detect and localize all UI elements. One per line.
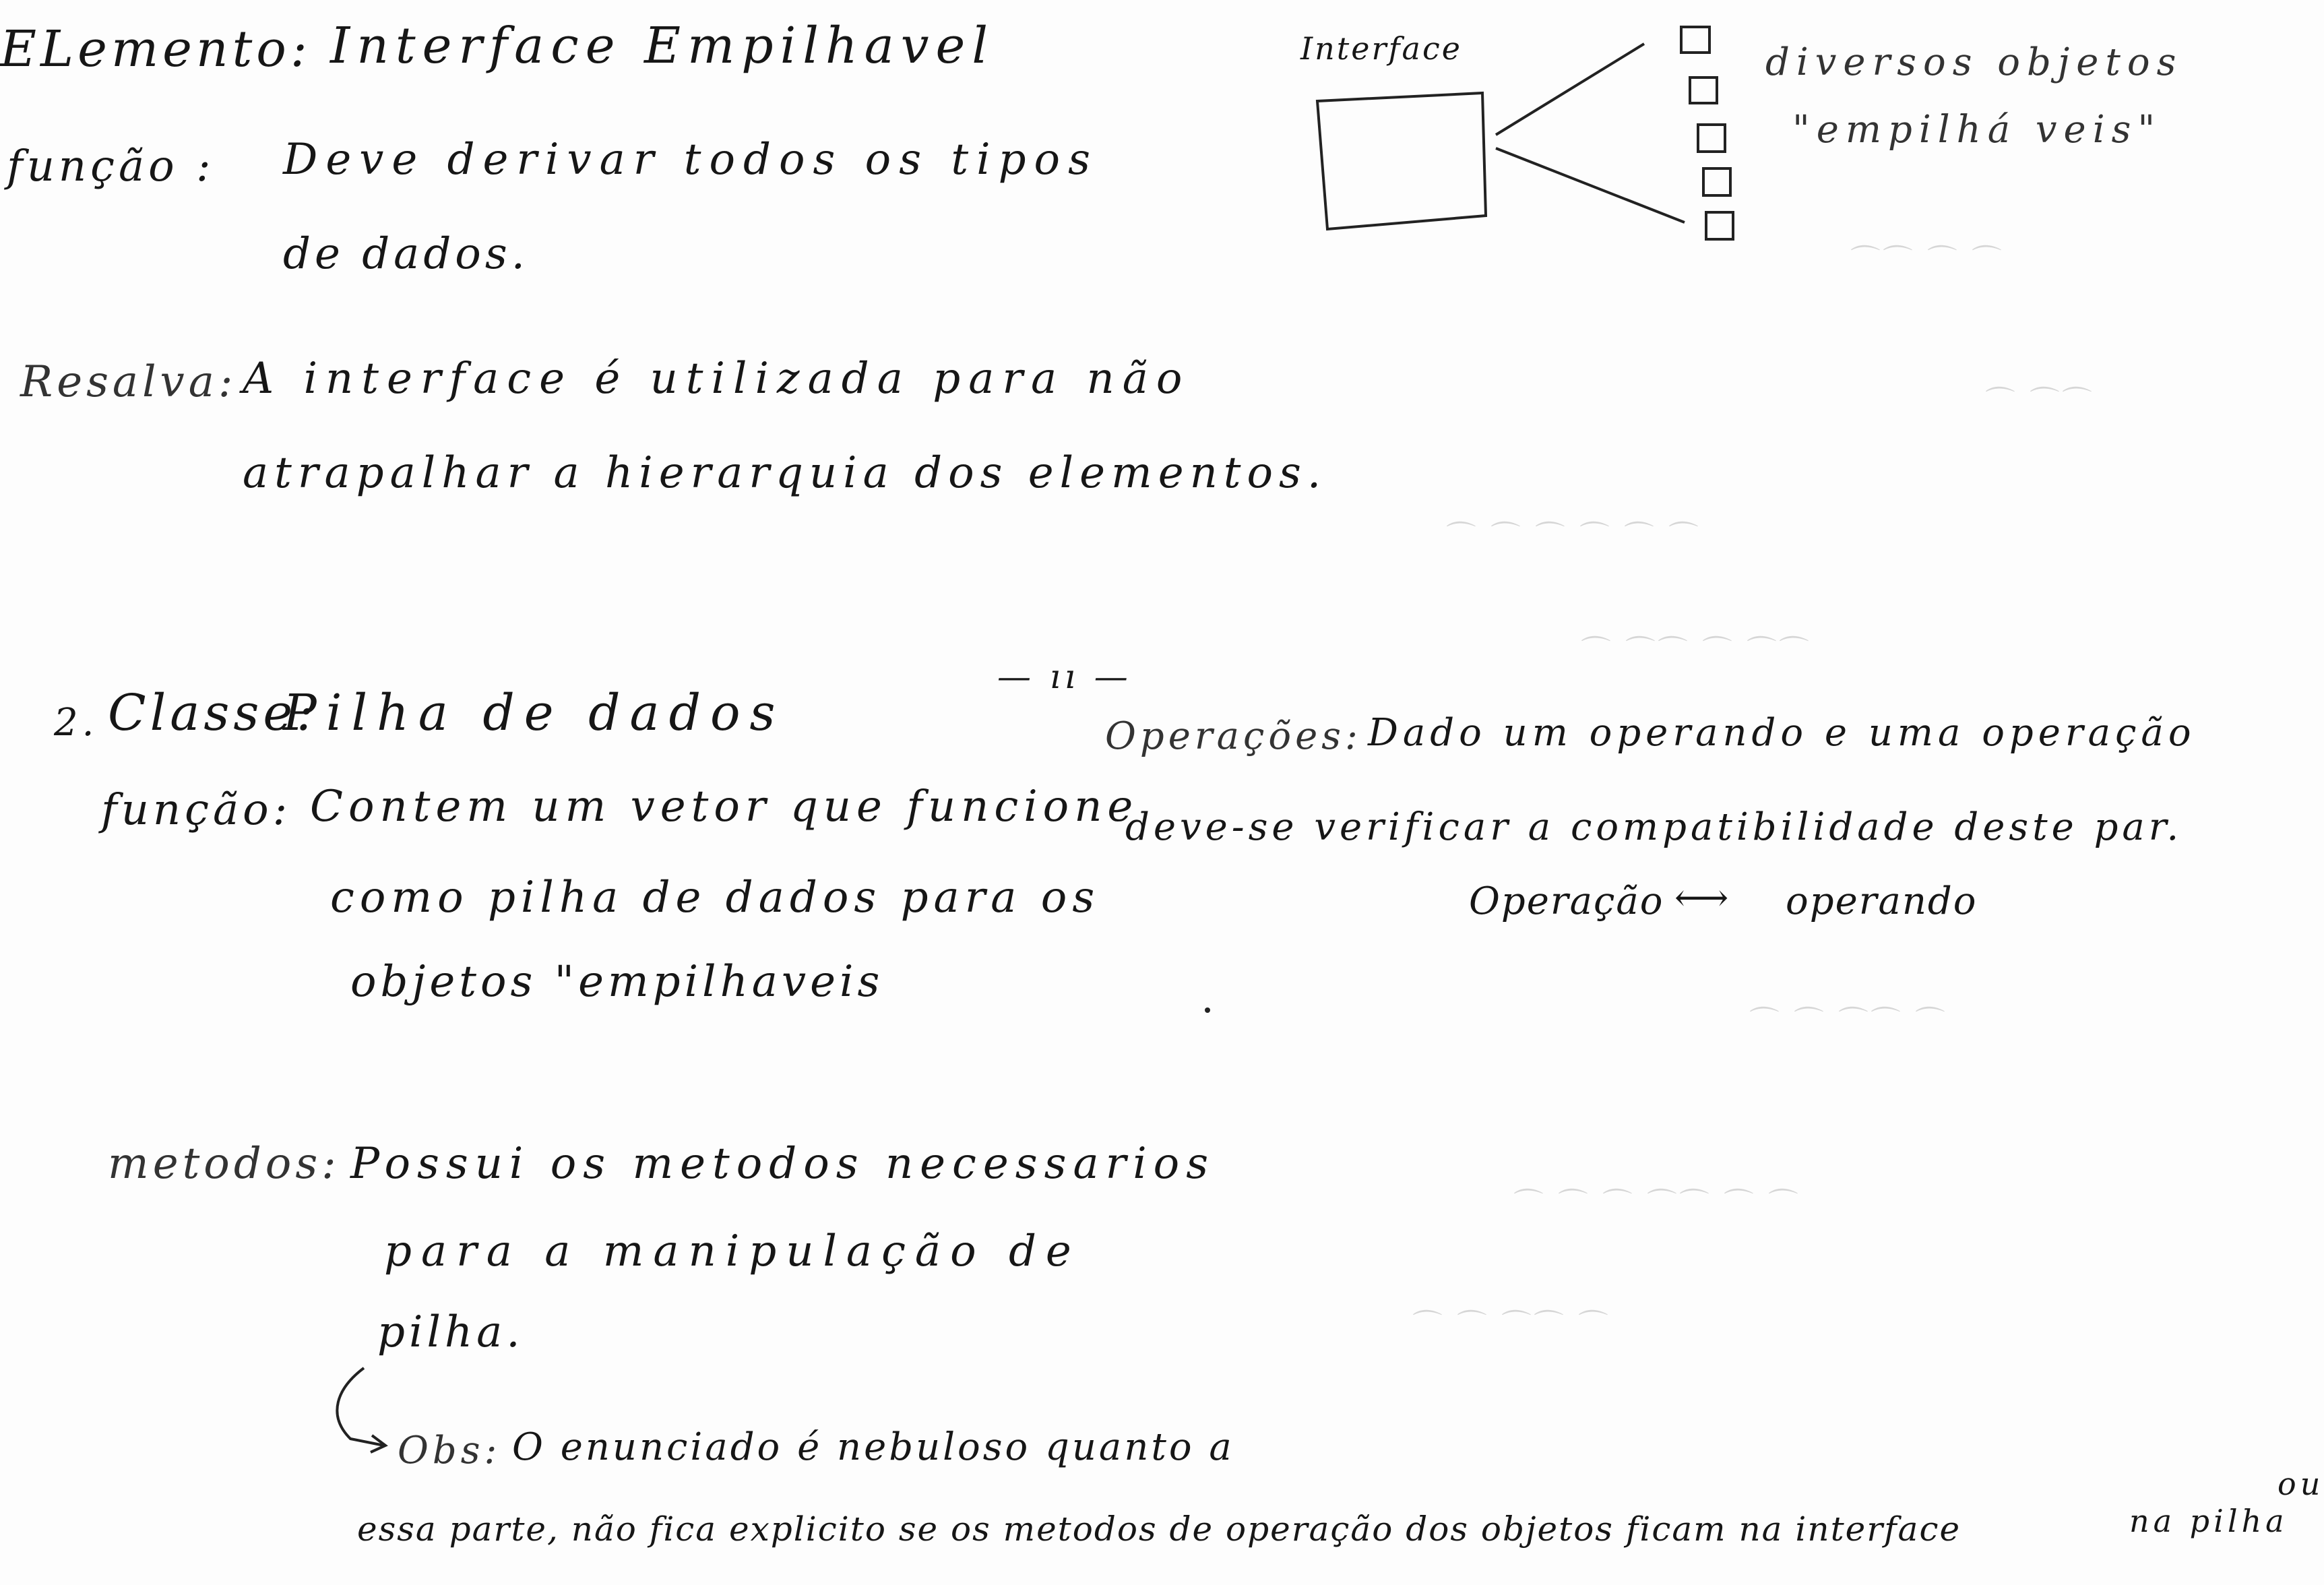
classe-funcao-line-3: objetos "empilhaveis	[350, 957, 884, 1007]
elemento-title: Interface Empilhavel	[330, 17, 995, 75]
funcao-label: função :	[7, 142, 215, 191]
interface-box	[1317, 93, 1486, 229]
ressalva-line-1: A interface é utilizada para não	[243, 354, 1191, 404]
metodos-line-3: pilha.	[377, 1307, 524, 1357]
obs-tail-1: ou	[2278, 1466, 2324, 1502]
object-box	[1681, 27, 1709, 53]
classe-number: 2.	[54, 701, 98, 745]
double-arrow-icon: ⟷	[1674, 876, 1733, 920]
section-separator: — ıı —	[997, 657, 1132, 696]
classe-funcao-line-1: Contem um vetor que funcione	[310, 782, 1139, 832]
classe-label: Classe:	[108, 684, 318, 742]
operacoes-line-2: deve-se verificar a compatibilidade deste par.	[1125, 805, 2183, 849]
connector-line-bottom	[1496, 148, 1685, 222]
obs-line-1: O enunciado é nebuloso quanto a	[512, 1425, 1234, 1469]
classe-funcao-label: função:	[101, 785, 292, 835]
metodos-label: metodos:	[108, 1139, 340, 1189]
bleed-through: ⌒ ⌒⌒ ⌒ ⌒	[1752, 1005, 1950, 1039]
object-box	[1690, 77, 1717, 103]
bleed-through: ⌒ ⌒ ⌒⌒	[1853, 243, 2007, 278]
bleed-through: ⌒⌒ ⌒ ⌒⌒ ⌒	[1583, 634, 1814, 669]
diagram-objects-line-1: diversos objetos	[1765, 40, 2183, 84]
obs-tail-2: na pilha	[2129, 1503, 2288, 1539]
relation-right: operando	[1786, 879, 1978, 923]
ink-dot	[1205, 1007, 1210, 1013]
operacoes-label: Operações:	[1105, 714, 1362, 758]
curved-arrow-icon	[323, 1361, 404, 1456]
object-box	[1706, 212, 1733, 239]
bleed-through: ⌒ ⌒ ⌒ ⌒ ⌒ ⌒	[1449, 520, 1703, 554]
metodos-line-2: para a manipulação de	[384, 1226, 1081, 1276]
classe-funcao-line-2: como pilha de dados para os	[330, 873, 1100, 923]
bleed-through: ⌒ ⌒⌒ ⌒ ⌒	[1415, 1308, 1613, 1342]
diagram-interface-label: Interface	[1300, 30, 1462, 67]
object-box	[1698, 125, 1725, 152]
ressalva-label: Resalva:	[20, 357, 237, 407]
operacoes-line-1: Dado um operando e uma operação	[1368, 711, 2196, 755]
metodos-line-1: Possui os metodos necessarios	[350, 1139, 1216, 1189]
diagram-objects-line-2: "empilhá veis"	[1792, 108, 2162, 152]
elemento-label: ELemento:	[0, 20, 311, 78]
connector-line-top	[1496, 44, 1644, 135]
ressalva-line-2: atrapalhar a hierarquia dos elementos.	[243, 448, 1327, 498]
bleed-through: ⌒⌒ ⌒	[1988, 385, 2097, 419]
obs-line-2: essa parte, não fica explicito se os metodos de operação dos objetos ficam na interface	[357, 1510, 1961, 1549]
relation-left: Operação	[1469, 879, 1664, 923]
classe-title: Pilha de dados	[283, 684, 785, 742]
bleed-through: ⌒ ⌒ ⌒⌒ ⌒ ⌒ ⌒	[1516, 1187, 1803, 1221]
obs-label: Obs:	[398, 1429, 501, 1472]
object-box	[1703, 168, 1730, 195]
funcao-line-1: Deve derivar todos os tipos	[283, 135, 1098, 185]
funcao-line-2: de dados.	[283, 229, 529, 279]
